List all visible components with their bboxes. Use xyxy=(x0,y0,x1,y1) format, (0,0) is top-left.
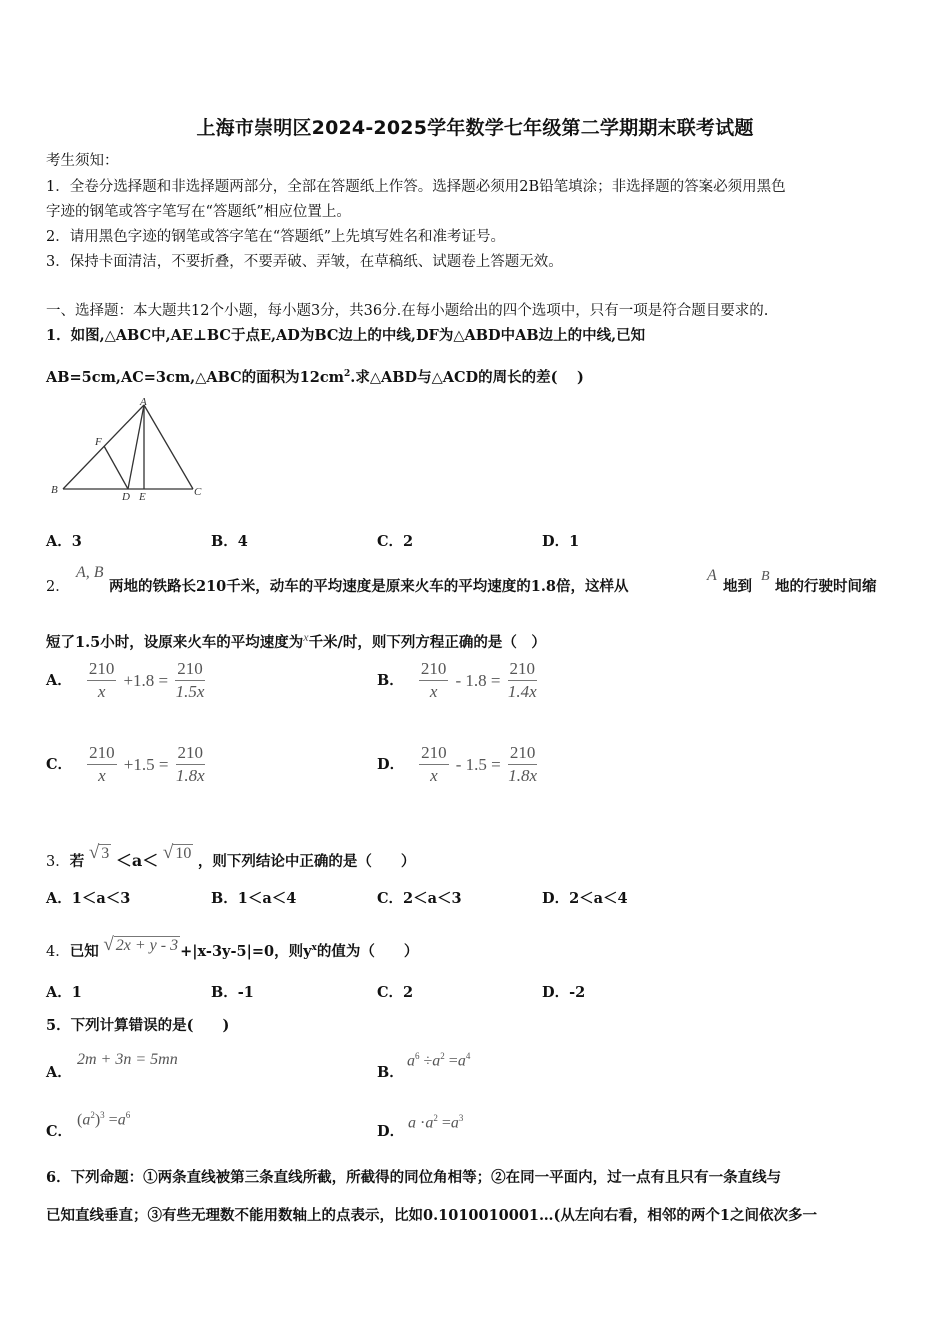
q5-expr-d: $a \cdot a^2 =a^3$ xyxy=(408,1113,464,1132)
notice-item: 3．保持卡面清洁，不要折叠，不要弄破、弄皱，在草稿纸、试题卷上答题无效。 xyxy=(46,254,563,270)
q6-line2: 已知直线垂直；③有些无理数不能用数轴上的点表示，比如0.1010010001…(从左向右看，相邻的两个1之间依次多一 xyxy=(46,1207,817,1224)
q2-a: A xyxy=(707,567,717,584)
q5-stem: 5．下列计算错误的是( ) xyxy=(46,1017,230,1034)
q3-option-b[interactable]: B．1＜a＜4 xyxy=(211,890,297,907)
figure-label-c: C xyxy=(194,486,202,498)
notice-item: 字迹的钢笔或答字笔写在“答题纸”相应位置上。 xyxy=(46,204,351,220)
q1-option-b[interactable]: B．4 xyxy=(211,533,248,550)
page-title: 上海市崇明区2024-2025学年数学七年级第二学期期末联考试题 xyxy=(196,117,754,139)
q4-option-a[interactable]: A．1 xyxy=(46,984,82,1001)
figure-label-a: A xyxy=(140,396,147,408)
q5-expr-a: 2m + 3n = 5mn xyxy=(77,1051,178,1068)
q4-stem: 4．已知 √ 2x + y - 3 +|x-3y-5|=0，则$y^x$的值为（ ） xyxy=(46,934,419,960)
q2-text3: 地的行驶时间缩 xyxy=(775,578,877,595)
figure-label-e: E xyxy=(139,491,146,503)
q3-option-a[interactable]: A．1＜a＜3 xyxy=(46,890,131,907)
q4-option-b[interactable]: B．-1 xyxy=(211,984,254,1001)
q5-expr-c: $(a^2)^3 =a^6$ xyxy=(77,1110,131,1129)
q5-expr-b: $a^6 \div a^2 =a^4$ xyxy=(407,1051,471,1070)
notice-item: 2．请用黑色字迹的钢笔或答字笔在“答题纸”上先填写姓名和准考证号。 xyxy=(46,229,506,245)
q1-option-d[interactable]: D．1 xyxy=(542,533,580,550)
q4-option-d[interactable]: D．-2 xyxy=(542,984,586,1001)
q1-stem-line1: 1．如图,△ABC中,AE⊥BC于点E,AD为BC边上的中线,DF为△ABD中AB边上的中线,已知 xyxy=(46,327,646,344)
q1-option-a[interactable]: A．3 xyxy=(46,533,82,550)
q2-line2: 短了1.5小时，设原来火车的平均速度为$^x$千米/时，则下列方程正确的是（ ） xyxy=(46,630,546,651)
q2-text1: 两地的铁路长210千米，动车的平均速度是原来火车的平均速度的1.8倍，这样从 xyxy=(109,578,629,595)
q1-option-c[interactable]: C．2 xyxy=(377,533,414,550)
q2-option-b[interactable]: B． $\frac{210}{x}$ - 1.8 = $\frac{210}{1.4x}$ xyxy=(377,659,537,701)
q3-option-c[interactable]: C．2＜a＜3 xyxy=(377,890,462,907)
q2-option-d[interactable]: D． $\frac{210}{x}$ - 1.5 = $\frac{210}{1.8x}$ xyxy=(377,743,537,785)
q3-option-d[interactable]: D．2＜a＜4 xyxy=(542,890,628,907)
q2-option-c[interactable]: C． $\frac{210}{x}$ +1.5 = $\frac{210}{1.8x}$ xyxy=(46,743,205,785)
q5-option-c[interactable]: C． xyxy=(46,1123,73,1140)
q2-number: 2． xyxy=(46,579,70,595)
q3-stem: 3．若 √ 3 ＜a＜ √ 10 ，则下列结论中正确的是（ ） xyxy=(46,842,416,870)
notice-item: 1．全卷分选择题和非选择题两部分，全部在答题纸上作答。选择题必须用2B铅笔填涂；非选择题的答案必须用黑色 xyxy=(46,179,786,195)
q1-triangle-figure xyxy=(46,393,216,505)
figure-label-f: F xyxy=(95,436,102,448)
q5-option-a[interactable]: A． xyxy=(46,1064,72,1081)
q2-b: B xyxy=(761,569,770,584)
q1-stem-line2: AB=5cm,AC=3cm,△ABC的面积为$12cm^2$.求△ABD与△ACD的周长的差( ) xyxy=(46,368,584,386)
section-heading: 一、选择题：本大题共12个小题，每小题3分，共36分.在每小题给出的四个选项中，只有一项是符合题目要求的. xyxy=(46,303,769,319)
q4-option-c[interactable]: C．2 xyxy=(377,984,414,1001)
q6-line1: 6．下列命题：①两条直线被第三条直线所截，所截得的同位角相等；②在同一平面内，过一点有且只有一条直线与 xyxy=(46,1169,782,1186)
q2-option-a[interactable]: A． $\frac{210}{x}$ +1.8 = $\frac{210}{1.5x}$ xyxy=(46,659,205,701)
q2-text2: 地到 xyxy=(723,578,752,595)
q2-ab: A, B xyxy=(76,564,104,581)
q5-option-d[interactable]: D． xyxy=(377,1123,405,1140)
figure-label-d: D xyxy=(122,491,130,503)
q5-option-b[interactable]: B． xyxy=(377,1064,404,1081)
figure-label-b: B xyxy=(51,484,58,496)
notice-heading: 考生须知： xyxy=(46,153,119,169)
